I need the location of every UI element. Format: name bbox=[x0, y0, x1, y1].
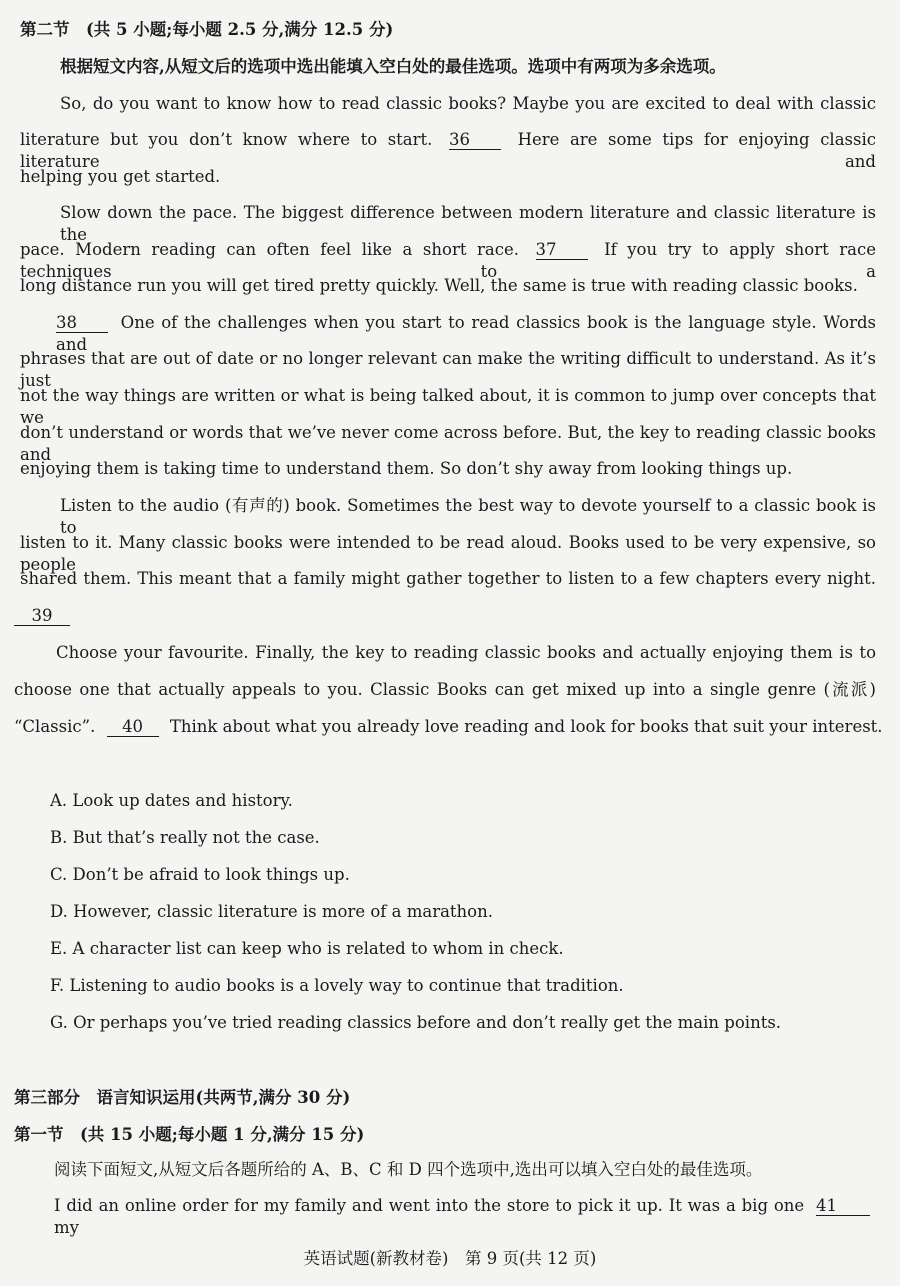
passage-text: One of the challenges when you start to read classics book is the language style. Words and bbox=[56, 313, 877, 354]
passage-line bbox=[56, 312, 877, 354]
passage-line bbox=[54, 1195, 876, 1237]
passage-text: I did an online order for my family and went into the store to pick it up. It was a big one bbox=[54, 1196, 805, 1215]
blank-38: 38 bbox=[56, 314, 108, 333]
option-e: E. A character list can keep who is related to whom in check. bbox=[50, 939, 564, 958]
passage-line: don’t understand or words that we’ve never come across before. But, the key to reading classic books and bbox=[20, 423, 876, 464]
passage-line bbox=[20, 129, 877, 171]
passage-text: If you try to apply short race techniques to a bbox=[20, 240, 877, 281]
passage-text: my bbox=[54, 1218, 79, 1237]
passage-line bbox=[20, 239, 877, 281]
passage-line: So, do you want to know how to read classic books? Maybe you are excited to deal with classic bbox=[60, 94, 876, 113]
passage-line: not the way things are written or what is being talked about, it is common to jump over concepts that we bbox=[20, 386, 876, 427]
passage-line: helping you get started. bbox=[20, 167, 221, 186]
part-heading: 第三部分 语言知识运用(共两节,满分 30 分) bbox=[14, 1088, 351, 1107]
section-heading: 第一节 (共 15 小题;每小题 1 分,满分 15 分) bbox=[14, 1125, 365, 1144]
passage-line: choose one that actually appeals to you. Classic Books can get mixed up into a single genre (流派) bbox=[14, 680, 876, 699]
blank-41: 41 bbox=[816, 1197, 870, 1216]
blank-39: 39 bbox=[14, 607, 70, 626]
section-instruction: 根据短文内容,从短文后的选项中选出能填入空白处的最佳选项。选项中有两项为多余选项。 bbox=[60, 57, 726, 76]
blank-37: 37 bbox=[536, 241, 588, 260]
page-footer: 英语试题(新教材卷) 第 9 页(共 12 页) bbox=[303, 1249, 597, 1268]
passage-line: Choose your favourite. Finally, the key to reading classic books and actually enjoying them is to bbox=[56, 643, 876, 662]
passage-text: pace. Modern reading can often feel like a short race. bbox=[20, 240, 519, 259]
option-c: C. Don’t be afraid to look things up. bbox=[50, 865, 350, 884]
option-a: A. Look up dates and history. bbox=[50, 791, 293, 810]
passage-text: Here are some tips for enjoying classic literature and bbox=[20, 130, 877, 171]
passage-text: Think about what you already love reading and look for books that suit your interest. bbox=[169, 717, 883, 736]
option-b: B. But that’s really not the case. bbox=[50, 828, 320, 847]
option-f: F. Listening to audio books is a lovely way to continue that tradition. bbox=[50, 976, 624, 995]
blank-40: 40 bbox=[107, 718, 159, 737]
passage-line: Listen to the audio (有声的) book. Sometimes the best way to devote yourself to a classic book is to bbox=[60, 496, 876, 537]
passage-line: listen to it. Many classic books were intended to be read aloud. Books used to be very expensive, so people bbox=[20, 533, 876, 574]
passage-line bbox=[14, 605, 70, 627]
passage-text: “Classic”. bbox=[14, 717, 96, 736]
passage-text: literature but you don’t know where to start. bbox=[20, 130, 433, 149]
passage-line: shared them. This meant that a family might gather together to listen to a few chapters every night. bbox=[20, 569, 876, 588]
section-heading: 第二节 (共 5 小题;每小题 2.5 分,满分 12.5 分) bbox=[20, 20, 394, 39]
passage-line bbox=[14, 716, 883, 738]
passage-line: Slow down the pace. The biggest difference between modern literature and classic literature is the bbox=[60, 203, 876, 244]
passage-line: phrases that are out of date or no longer relevant can make the writing difficult to understand. As it’s just bbox=[20, 349, 876, 390]
option-g: G. Or perhaps you’ve tried reading classics before and don’t really get the main points. bbox=[50, 1013, 782, 1032]
passage-line: long distance run you will get tired pretty quickly. Well, the same is true with reading classic books. bbox=[20, 276, 858, 295]
option-d: D. However, classic literature is more of a marathon. bbox=[50, 902, 493, 921]
section-instruction: 阅读下面短文,从短文后各题所给的 A、B、C 和 D 四个选项中,选出可以填入空白处的最佳选项。 bbox=[54, 1160, 763, 1179]
passage-line: enjoying them is taking time to understand them. So don’t shy away from looking things up. bbox=[20, 459, 793, 478]
blank-36: 36 bbox=[449, 131, 501, 150]
